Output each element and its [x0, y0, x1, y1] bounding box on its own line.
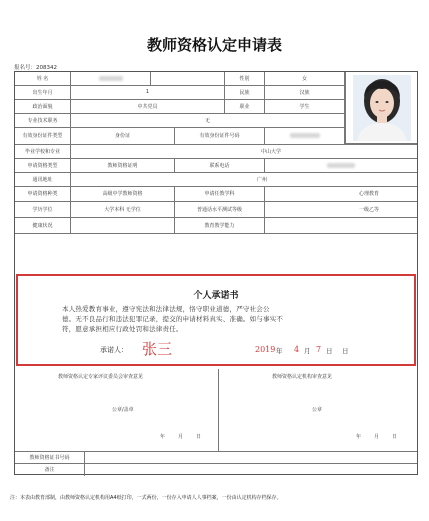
apply-type-label: 申请资格类型 — [15, 158, 71, 172]
gender-value[interactable]: 女 — [265, 72, 345, 85]
name-value[interactable] — [71, 72, 151, 85]
registration-number: 报名号：208342 — [14, 65, 57, 71]
idtype-label: 有效身份证件类型 — [15, 127, 71, 144]
gender-label: 性别 — [225, 72, 265, 85]
school-value[interactable]: 中山大学 — [261, 148, 282, 155]
applicant-photo — [345, 72, 417, 144]
agency-review-month: 月 — [374, 434, 380, 440]
remark-label: 备注 — [15, 463, 85, 476]
sign-year: 2019 — [255, 345, 276, 354]
apply-type-value[interactable]: 教师资格证明 — [71, 158, 175, 172]
application-form — [14, 71, 418, 475]
subject-value[interactable]: 心理教育 — [358, 191, 379, 197]
politics-value[interactable]: 中共党员 — [71, 99, 225, 113]
mandarin-value[interactable]: 一级乙等 — [358, 206, 379, 213]
row-remark — [15, 463, 417, 476]
agency-review-stamp: 公章 — [312, 407, 323, 413]
blank-cell — [151, 72, 225, 85]
phone-value[interactable] — [265, 158, 417, 172]
idno-label: 有效身份证件号码 — [175, 127, 265, 144]
cert-type-value[interactable]: 高级中学教师资格 — [71, 186, 175, 201]
year-unit: 年 — [276, 347, 283, 355]
idtype-value[interactable]: 身份证 — [71, 127, 175, 144]
ability-value[interactable] — [265, 217, 417, 233]
commitment-line-2: 德。无不良品行和违法犯罪记录，提交的申请材料真实、准确。如与事实不 — [62, 315, 284, 323]
agency-review-heading: 教师资格认定机构审查意见 — [272, 374, 333, 380]
expert-review-day: 日 — [196, 434, 202, 440]
idno-value[interactable] — [265, 127, 345, 144]
form-title: 教师资格认定申请表 — [146, 36, 282, 54]
birth-value[interactable]: 1 — [71, 85, 225, 99]
school-label: 毕业学校和专业 — [15, 144, 71, 158]
agency-review-day: 日 — [392, 434, 398, 440]
politics-label: 政治面貌 — [15, 99, 71, 113]
address-label: 通讯地址 — [15, 172, 71, 186]
name-label: 姓 名 — [15, 72, 71, 85]
expert-review-stamp: 公章/盖章 — [112, 407, 134, 413]
row-degree — [15, 201, 417, 218]
cert-no-label: 教师资格证书号码 — [15, 451, 85, 463]
expert-review-year: 年 — [160, 434, 166, 440]
day-char: 日 — [342, 347, 349, 355]
birth-label: 出生年月 — [15, 85, 71, 99]
commitment-line-1: 本人热爱教育事业，遵守宪法和法律法规，恪守职业道德，严守社会公 — [62, 305, 270, 313]
degree-value[interactable]: 大学本科 无学位 — [71, 201, 175, 217]
day-unit: 日 — [326, 347, 333, 355]
remark-value[interactable] — [85, 463, 417, 476]
ability-label: 教育教学能力 — [175, 217, 265, 233]
sign-month: 4 — [294, 345, 300, 354]
signer-label: 承诺人： — [100, 346, 128, 354]
health-label: 健康状况 — [15, 217, 71, 233]
portrait-image — [353, 75, 411, 141]
row-health — [15, 217, 417, 234]
agency-review-year: 年 — [356, 434, 362, 440]
address-value[interactable]: 广州 — [257, 176, 268, 183]
job-label: 职业 — [225, 99, 265, 113]
row-address — [15, 172, 417, 187]
ethnic-label: 民族 — [225, 85, 265, 99]
expert-review-heading: 教师资格认定专家评议委员会审查意见 — [58, 374, 144, 380]
month-unit: 月 — [304, 347, 311, 355]
ethnic-value[interactable]: 汉族 — [265, 85, 345, 99]
row-cert-type — [15, 186, 417, 202]
signer-signature: 张三 — [142, 340, 173, 358]
row-apply-type — [15, 158, 417, 173]
expert-review-month: 月 — [178, 434, 184, 440]
cert-type-label: 申请资格种类 — [15, 186, 71, 201]
commitment-line-3: 符，愿意承担相应行政处罚和法律责任。 — [62, 325, 183, 333]
sign-day: 7 — [316, 345, 322, 354]
commitment-box — [16, 274, 416, 366]
degree-label: 学历学位 — [15, 201, 71, 217]
title-value[interactable]: 无 — [71, 113, 345, 127]
footer-note: 注：本表由教育部制，由教师资格认定机构用A4纸打印，一式两份，一份存入申请人人事档案，一份由认定机构存档保存。 — [10, 495, 282, 501]
row-school — [15, 144, 417, 159]
health-value[interactable] — [71, 217, 175, 233]
job-value[interactable]: 学生 — [265, 99, 345, 113]
commitment-body — [62, 304, 382, 334]
phone-label: 联系电话 — [175, 158, 265, 172]
title-label: 专业技术职务 — [15, 113, 71, 127]
cert-no-value[interactable] — [85, 451, 417, 463]
subject-label: 申请任教学科 — [175, 186, 265, 201]
mandarin-label: 普通话水平测试等级 — [175, 201, 265, 217]
commitment-title: 个人承诺书 — [193, 291, 239, 301]
